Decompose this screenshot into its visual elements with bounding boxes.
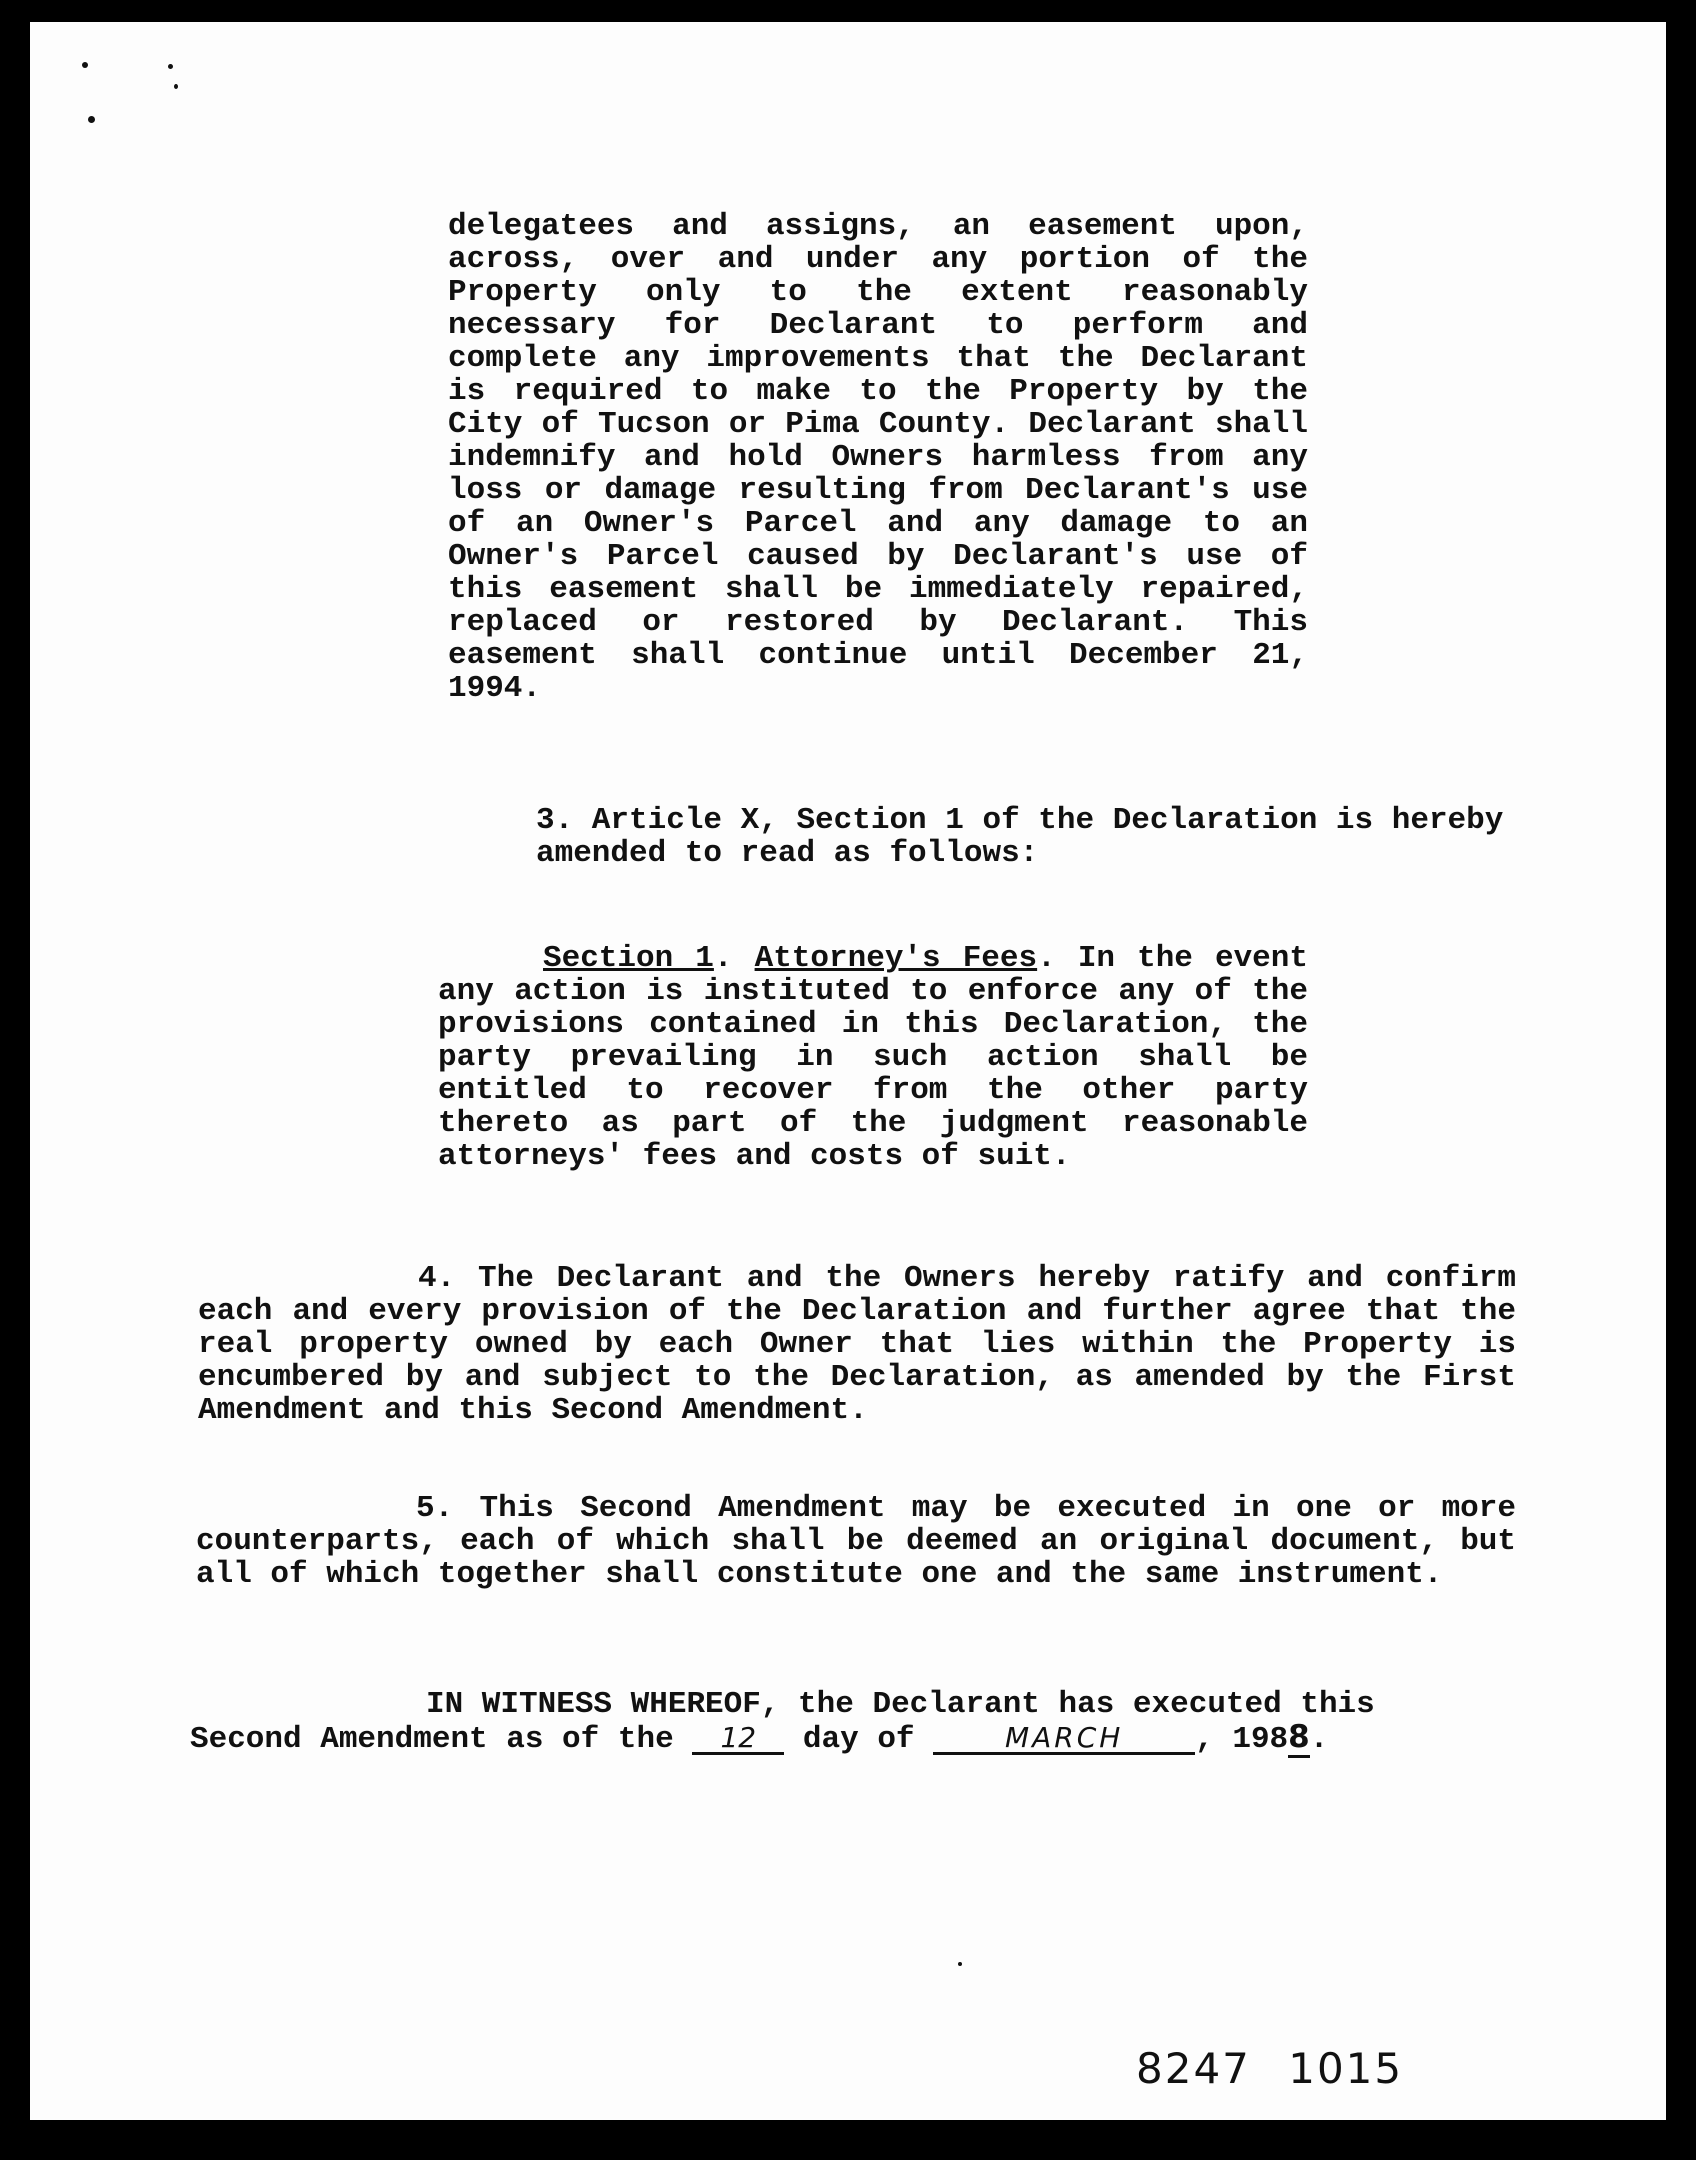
witness-prefix: Second Amendment as of the bbox=[190, 1722, 674, 1757]
scan-speck bbox=[168, 64, 173, 69]
section-1-paragraph: Section 1. Attorney's Fees. In the event any action is instituted to enforce any of the provisions contained in this Declaration, the party prevailing in such action shall be entitled to recover from the other party thereto as part of the judgment reasonable attorneys' fees and costs of suit. bbox=[438, 941, 1308, 1174]
paragraph-5 bbox=[196, 1492, 1516, 1591]
document-page bbox=[30, 22, 1666, 2120]
scan-edge-mark bbox=[1666, 2020, 1696, 2080]
witness-clause bbox=[190, 1688, 1500, 1756]
scan-speck bbox=[88, 116, 95, 123]
section-1-block bbox=[438, 942, 1308, 1173]
scan-speck bbox=[82, 62, 88, 68]
handwritten-month: MARCH bbox=[933, 1724, 1195, 1755]
paragraph-5-text: 5. This Second Amendment may be executed in one or more counterparts, each of which shall be deemed an original document, but all of which together shall constitute one and the same instrument. bbox=[196, 1491, 1516, 1592]
scan-speck bbox=[174, 84, 178, 89]
easement-paragraph bbox=[448, 210, 1308, 705]
section-1-heading: Section 1 bbox=[543, 941, 714, 976]
witness-day-of: day of bbox=[802, 1722, 915, 1757]
paragraph-3-text: 3. Article X, Section 1 of the Declaration is hereby amended to read as follows: bbox=[536, 803, 1504, 871]
scan-speck bbox=[958, 1962, 962, 1966]
document-number: 8247 1015 bbox=[1136, 2044, 1404, 2093]
witness-year-prefix: , 198 bbox=[1195, 1722, 1289, 1757]
section-1-text: In the event any action is instituted to enforce any of the provisions contained in this Declaration, the party prevailing in such action shall be entitled to recover from the other party thereto as part of the judgment reasonable attorneys' fees and costs of suit. bbox=[438, 941, 1308, 1174]
handwritten-year-digit: 8 bbox=[1288, 1719, 1310, 1758]
witness-line-1: IN WITNESS WHEREOF, the Declarant has executed this bbox=[426, 1687, 1375, 1722]
witness-line-2 bbox=[190, 1721, 1500, 1756]
witness-end: . bbox=[1309, 1722, 1329, 1757]
attorneys-fees-heading: Attorney's Fees bbox=[754, 941, 1038, 976]
easement-text: delegatees and assigns, an easement upon, across, over and under any portion of the Property only to the extent reasonably necessary for Declarant to perform and complete any improvements that the Declarant is required to make to the Property by the City of Tucson or Pima County. Declarant shall indemnify and hold Owners harmless from any loss or damage resulting from Declarant's use of an Owner's Parcel and any damage to an Owner's Parcel caused by Declarant's use of this easement shall be immediately repaired, replaced or restored by Declarant. This easement shall continue until December 21, 1994. bbox=[448, 209, 1308, 706]
paragraph-4 bbox=[198, 1262, 1516, 1427]
paragraph-4-text: 4. The Declarant and the Owners hereby ratify and confirm each and every provision of the Declaration and further agree that the real property owned by each Owner that lies within the Property is encumbered by and subject to the Declaration, as amended by the First Amendment and this Second Amendment. bbox=[198, 1261, 1516, 1428]
paragraph-3 bbox=[206, 804, 1516, 870]
handwritten-day: 12 bbox=[692, 1724, 784, 1755]
